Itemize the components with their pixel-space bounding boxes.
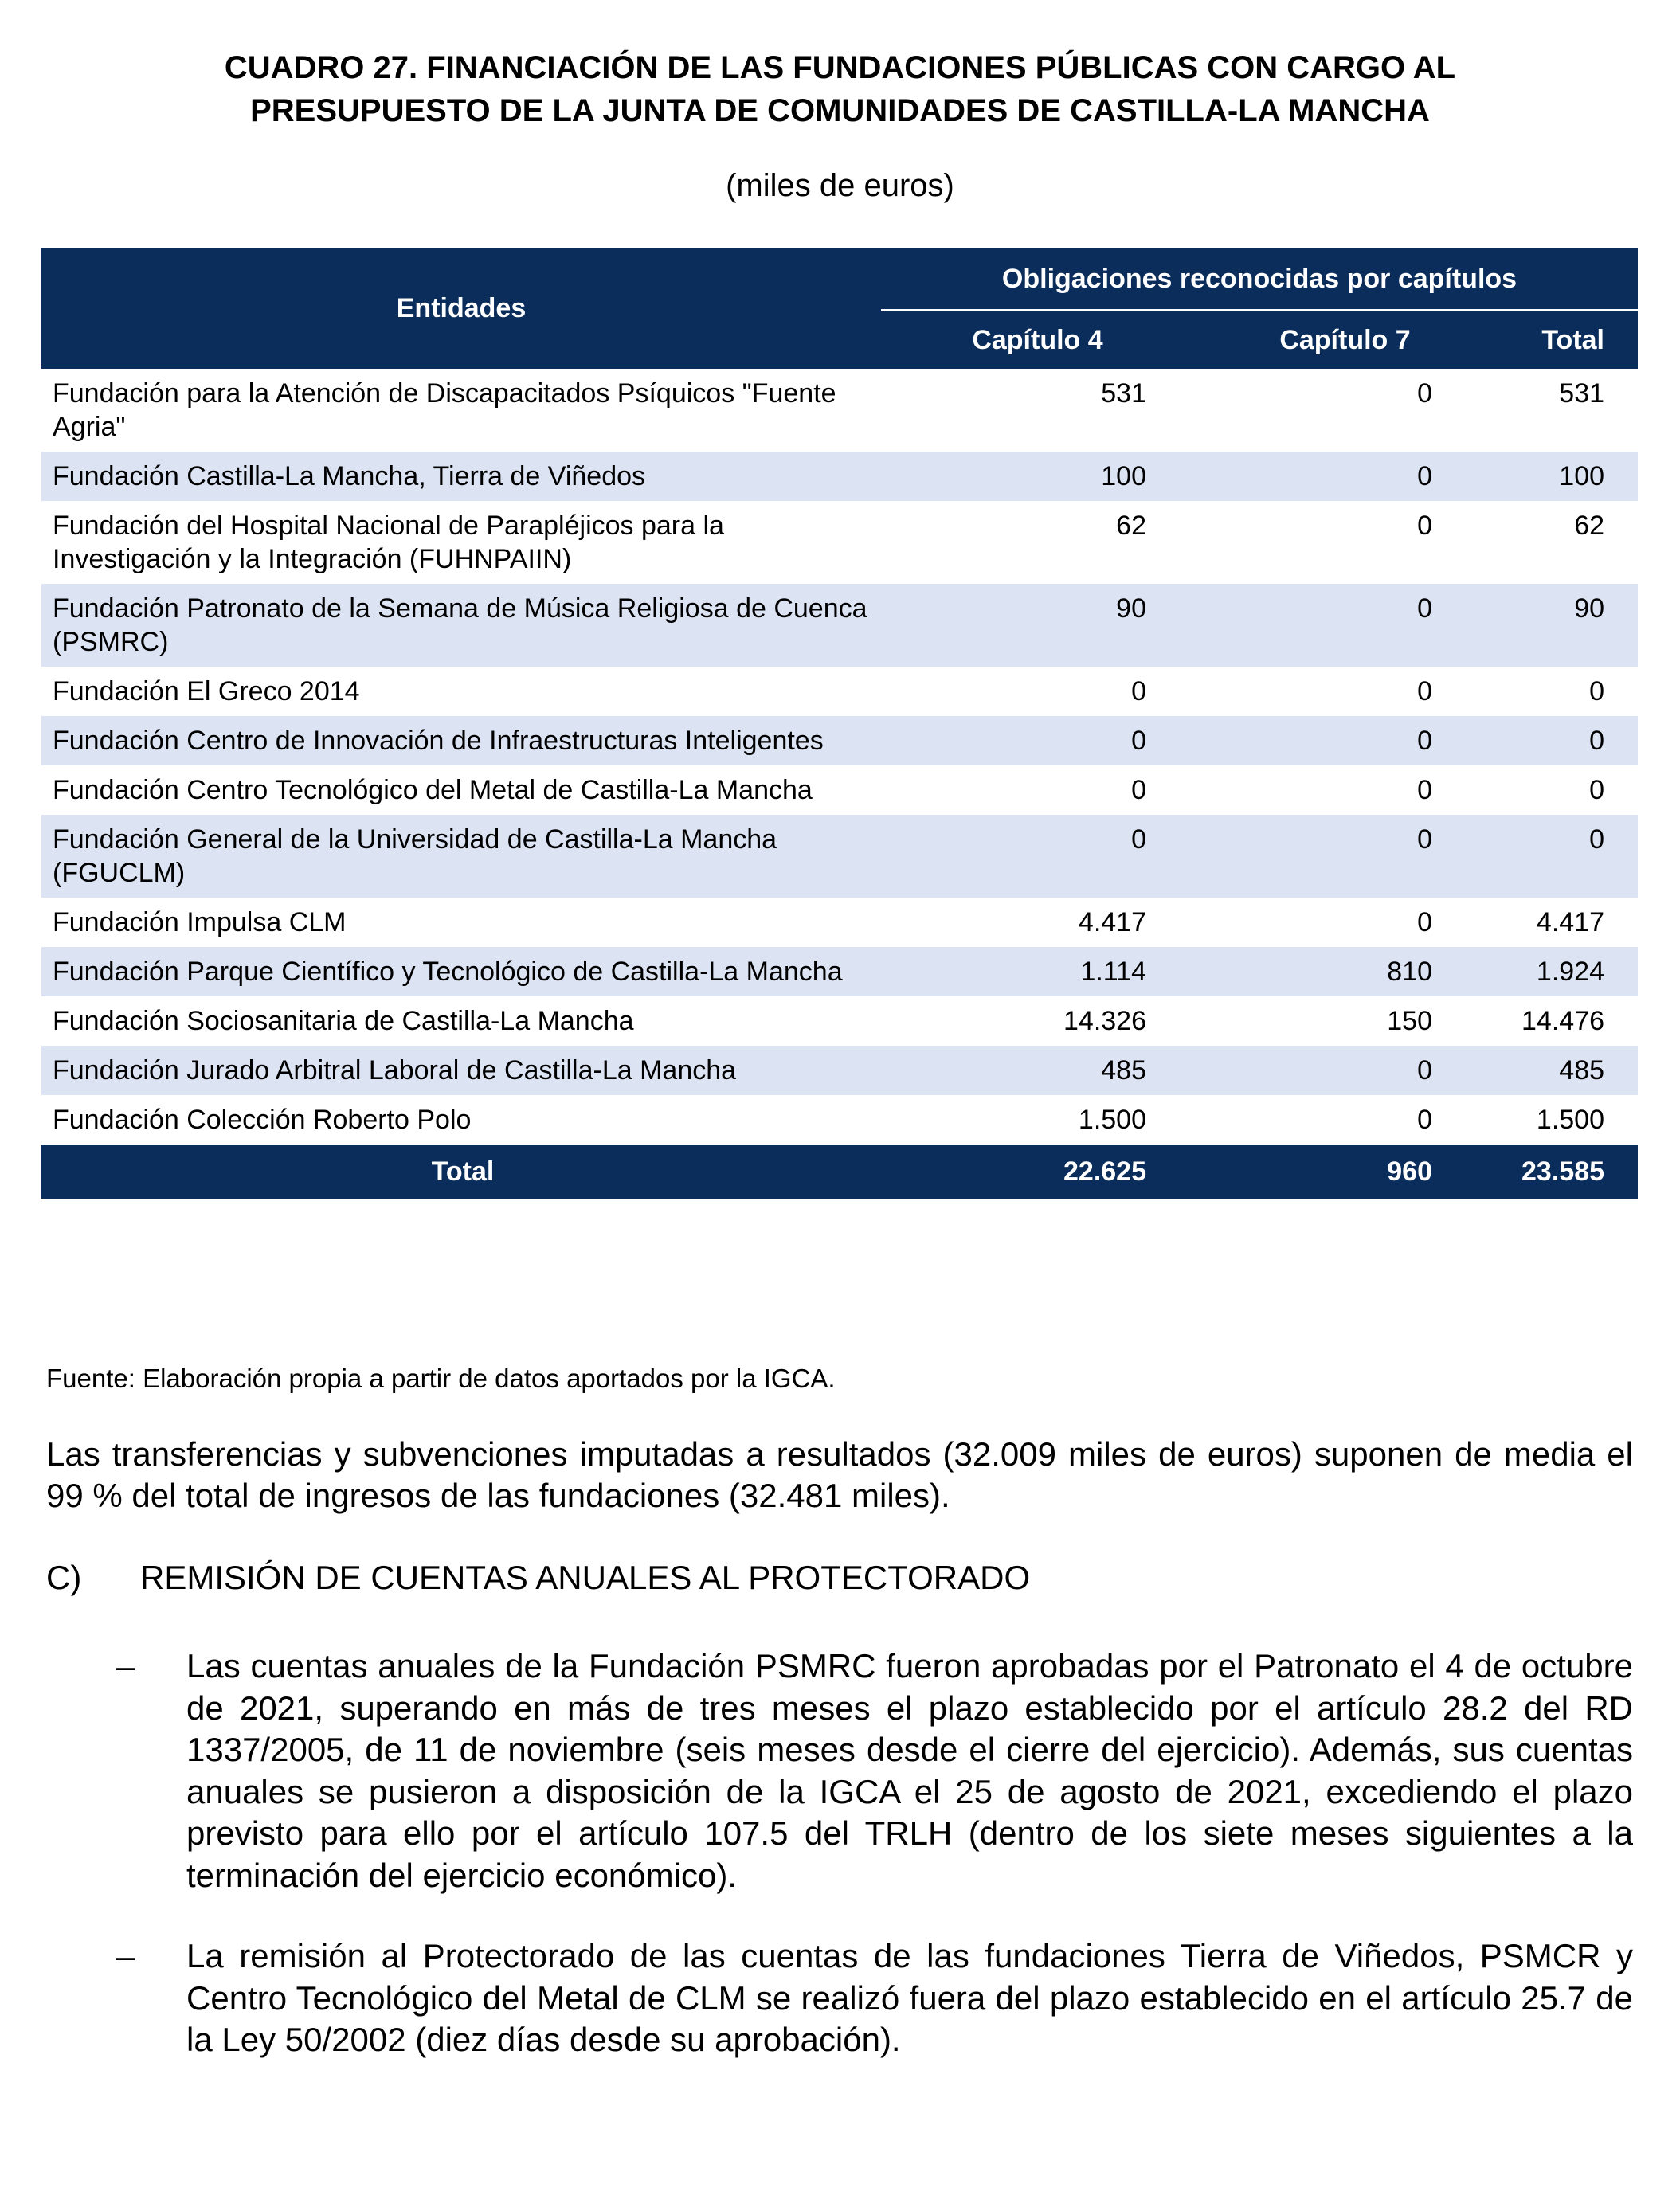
row-cap7: 810 [1194, 947, 1496, 996]
table-row [41, 369, 1638, 452]
table-row [41, 1046, 1638, 1095]
row-cap4: 0 [881, 667, 1194, 716]
title-line-2: PRESUPUESTO DE LA JUNTA DE COMUNIDADES DE CASTILLA-LA MANCHA [250, 93, 1430, 128]
total-cap7: 960 [1194, 1145, 1496, 1199]
row-cap7: 0 [1194, 452, 1496, 501]
header-obligations-group: Obligaciones reconocidas por capítulos [881, 248, 1638, 311]
table-row [41, 452, 1638, 501]
row-entity: Fundación Centro de Innovación de Infraestructuras Inteligentes [41, 716, 881, 765]
total-row [41, 1145, 1638, 1199]
row-total: 100 [1496, 452, 1638, 501]
row-cap4: 90 [881, 584, 1194, 667]
total-label: Total [41, 1145, 881, 1199]
row-entity: Fundación Castilla-La Mancha, Tierra de Viñedos [41, 452, 881, 501]
body-paragraph: Las transferencias y subvenciones imputadas a resultados (32.009 miles de euros) suponen de media el 99 % del total de ingresos de las fundaciones (32.481 miles). [46, 1435, 1633, 1514]
table-row [41, 898, 1638, 947]
header-capitulo-4: Capítulo 4 [881, 311, 1194, 370]
row-cap4: 100 [881, 452, 1194, 501]
row-cap4: 0 [881, 765, 1194, 815]
row-cap7: 0 [1194, 716, 1496, 765]
row-total: 14.476 [1496, 996, 1638, 1046]
row-entity: Fundación Sociosanitaria de Castilla-La Mancha [41, 996, 881, 1046]
row-cap7: 0 [1194, 1095, 1496, 1145]
header-capitulo-7: Capítulo 7 [1194, 311, 1496, 370]
row-entity: Fundación El Greco 2014 [41, 667, 881, 716]
dash-bullet-icon: – [116, 1937, 135, 1974]
row-cap7: 0 [1194, 667, 1496, 716]
row-entity: Fundación para la Atención de Discapacitados Psíquicos "Fuente Agria" [41, 369, 881, 452]
row-cap7: 0 [1194, 815, 1496, 898]
dash-bullet-icon: – [116, 1647, 135, 1685]
row-cap4: 4.417 [881, 898, 1194, 947]
row-cap7: 0 [1194, 501, 1496, 584]
row-entity: Fundación Impulsa CLM [41, 898, 881, 947]
header-entities: Entidades [41, 248, 881, 369]
table-row [41, 815, 1638, 898]
row-total: 531 [1496, 369, 1638, 452]
row-total: 90 [1496, 584, 1638, 667]
row-total: 4.417 [1496, 898, 1638, 947]
row-cap7: 0 [1194, 1046, 1496, 1095]
table-row [41, 1095, 1638, 1145]
table-row [41, 501, 1638, 584]
row-cap7: 0 [1194, 369, 1496, 452]
section-title: REMISIÓN DE CUENTAS ANUALES AL PROTECTORADO [140, 1559, 1031, 1596]
section-heading [46, 1557, 1030, 1599]
row-entity: Fundación del Hospital Nacional de Parapléjicos para la Investigación y la Integración (FUHNPAIIN) [41, 501, 881, 584]
table-source-note: Fuente: Elaboración propia a partir de datos aportados por la IGCA. [46, 1364, 836, 1393]
bullet-text: Las cuentas anuales de la Fundación PSMRC fueron aprobadas por el Patronato el 4 de octubre de 2021, superando en más de tres meses el plazo establecido por el artículo 28.2 del RD 1337/2005, de 11 de noviembre (seis meses desde el cierre del ejercicio). Además, sus cuentas anuales se pusieron a disposición de la IGCA el 25 de agosto de 2021, excediendo el plazo previsto para ello por el artículo 107.5 del TRLH (dentro de los siete meses siguientes a la terminación del ejercicio económico). [186, 1647, 1633, 1894]
total-cap4: 22.625 [881, 1145, 1194, 1199]
row-cap7: 150 [1194, 996, 1496, 1046]
row-cap4: 62 [881, 501, 1194, 584]
header-total: Total [1496, 311, 1638, 370]
row-cap4: 1.114 [881, 947, 1194, 996]
row-cap4: 0 [881, 716, 1194, 765]
row-total: 62 [1496, 501, 1638, 584]
table-row [41, 716, 1638, 765]
row-total: 1.500 [1496, 1095, 1638, 1145]
table-row [41, 765, 1638, 815]
row-entity: Fundación Parque Científico y Tecnológico de Castilla-La Mancha [41, 947, 881, 996]
table-row [41, 996, 1638, 1046]
row-cap4: 1.500 [881, 1095, 1194, 1145]
row-entity: Fundación Colección Roberto Polo [41, 1095, 881, 1145]
row-entity: Fundación General de la Universidad de Castilla-La Mancha (FGUCLM) [41, 815, 881, 898]
total-total: 23.585 [1496, 1145, 1638, 1199]
table-row [41, 947, 1638, 996]
table-row [41, 667, 1638, 716]
section-letter: C) [46, 1559, 82, 1596]
table-title [48, 46, 1632, 132]
row-entity: Fundación Centro Tecnológico del Metal de Castilla-La Mancha [41, 765, 881, 815]
row-total: 0 [1496, 667, 1638, 716]
financing-table [41, 248, 1638, 1199]
row-entity: Fundación Patronato de la Semana de Música Religiosa de Cuenca (PSMRC) [41, 584, 881, 667]
row-cap4: 531 [881, 369, 1194, 452]
bullet-text: La remisión al Protectorado de las cuentas de las fundaciones Tierra de Viñedos, PSMCR y Centro Tecnológico del Metal de CLM se realizó fuera del plazo establecido en el artículo 25.7 de la Ley 50/2002 (diez días desde su aprobación). [186, 1937, 1633, 2058]
row-cap7: 0 [1194, 898, 1496, 947]
row-total: 485 [1496, 1046, 1638, 1095]
title-line-1: CUADRO 27. FINANCIACIÓN DE LAS FUNDACIONES PÚBLICAS CON CARGO AL [224, 50, 1456, 85]
row-cap7: 0 [1194, 765, 1496, 815]
row-total: 0 [1496, 716, 1638, 765]
row-total: 1.924 [1496, 947, 1638, 996]
table-units: (miles de euros) [726, 168, 954, 203]
row-cap4: 14.326 [881, 996, 1194, 1046]
row-total: 0 [1496, 765, 1638, 815]
row-cap7: 0 [1194, 584, 1496, 667]
table-row [41, 584, 1638, 667]
row-cap4: 0 [881, 815, 1194, 898]
row-total: 0 [1496, 815, 1638, 898]
row-cap4: 485 [881, 1046, 1194, 1095]
row-entity: Fundación Jurado Arbitral Laboral de Castilla-La Mancha [41, 1046, 881, 1095]
